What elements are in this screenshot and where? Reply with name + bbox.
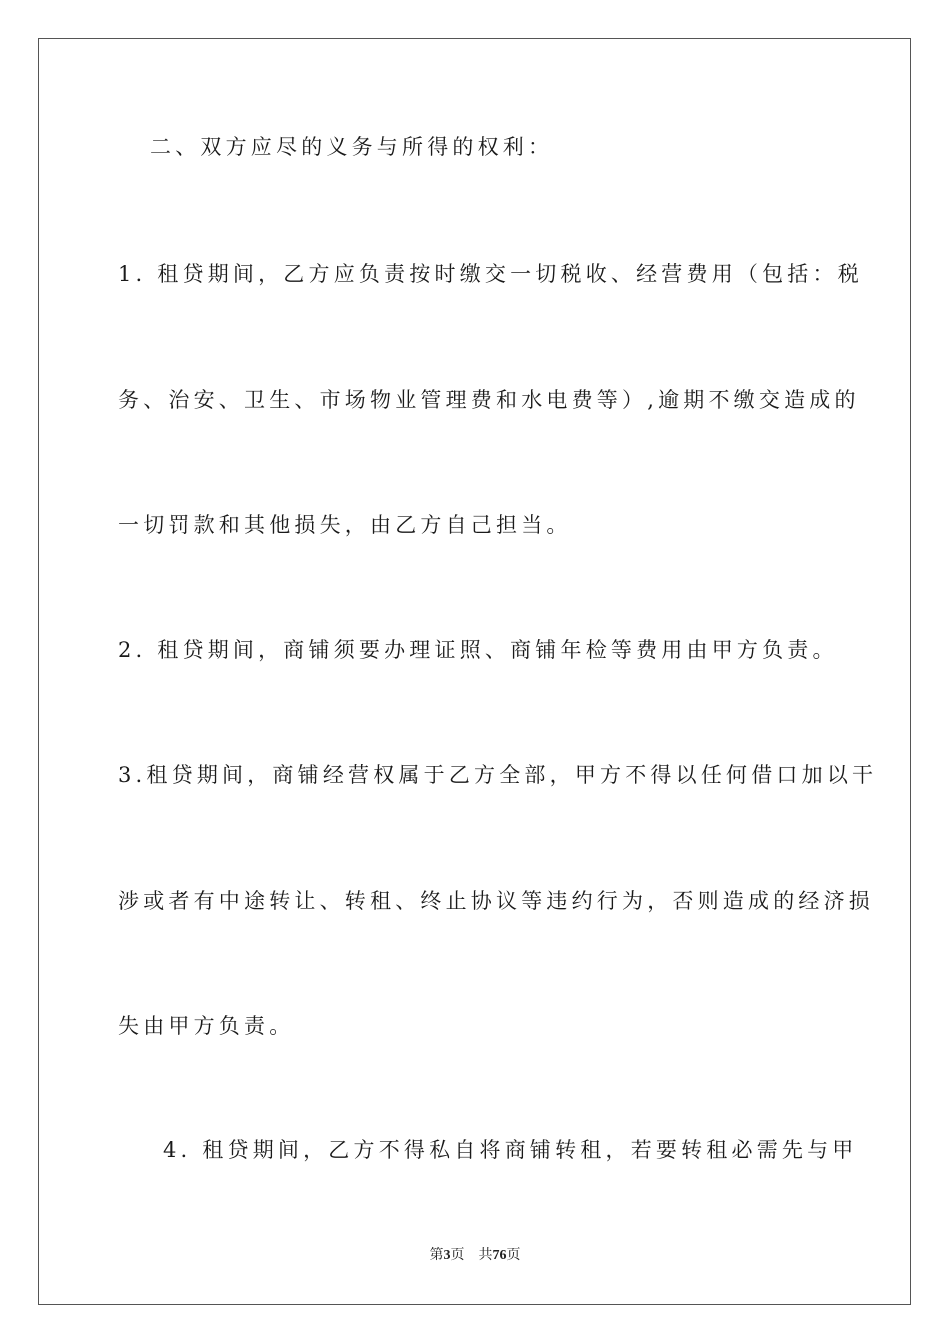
total-prefix: 共 [478,1248,493,1263]
page-border [38,38,911,1305]
paragraph-line: 失由甲方负责。 [118,1014,295,1038]
paragraph-line: 3.租贷期间，商铺经营权属于乙方全部，甲方不得以任何借口加以干 [118,763,878,787]
page-footer [0,1244,950,1264]
total-pages: 76 [492,1248,507,1263]
page-prefix: 第 [429,1248,444,1263]
paragraph-line: 2. 租贷期间，商铺须要办理证照、商铺年检等费用由甲方负责。 [118,638,838,662]
paragraph-line: 一切罚款和其他损失，由乙方自己担当。 [118,513,572,537]
paragraph-line: 务、治安、卫生、市场物业管理费和水电费等）,逾期不缴交造成的 [118,388,860,412]
section-heading: 二、双方应尽的义务与所得的权利： [150,135,554,159]
paragraph-line: 1. 租贷期间，乙方应负责按时缴交一切税收、经营费用（包括：税 [118,262,863,286]
page-suffix: 页 [450,1248,465,1263]
paragraph-line: 4. 租贷期间，乙方不得私自将商铺转租，若要转租必需先与甲 [163,1138,858,1162]
total-suffix: 页 [506,1248,521,1263]
paragraph-line: 涉或者有中途转让、转租、终止协议等违约行为，否则造成的经济损 [118,889,874,913]
page-number: 3 [443,1248,451,1263]
